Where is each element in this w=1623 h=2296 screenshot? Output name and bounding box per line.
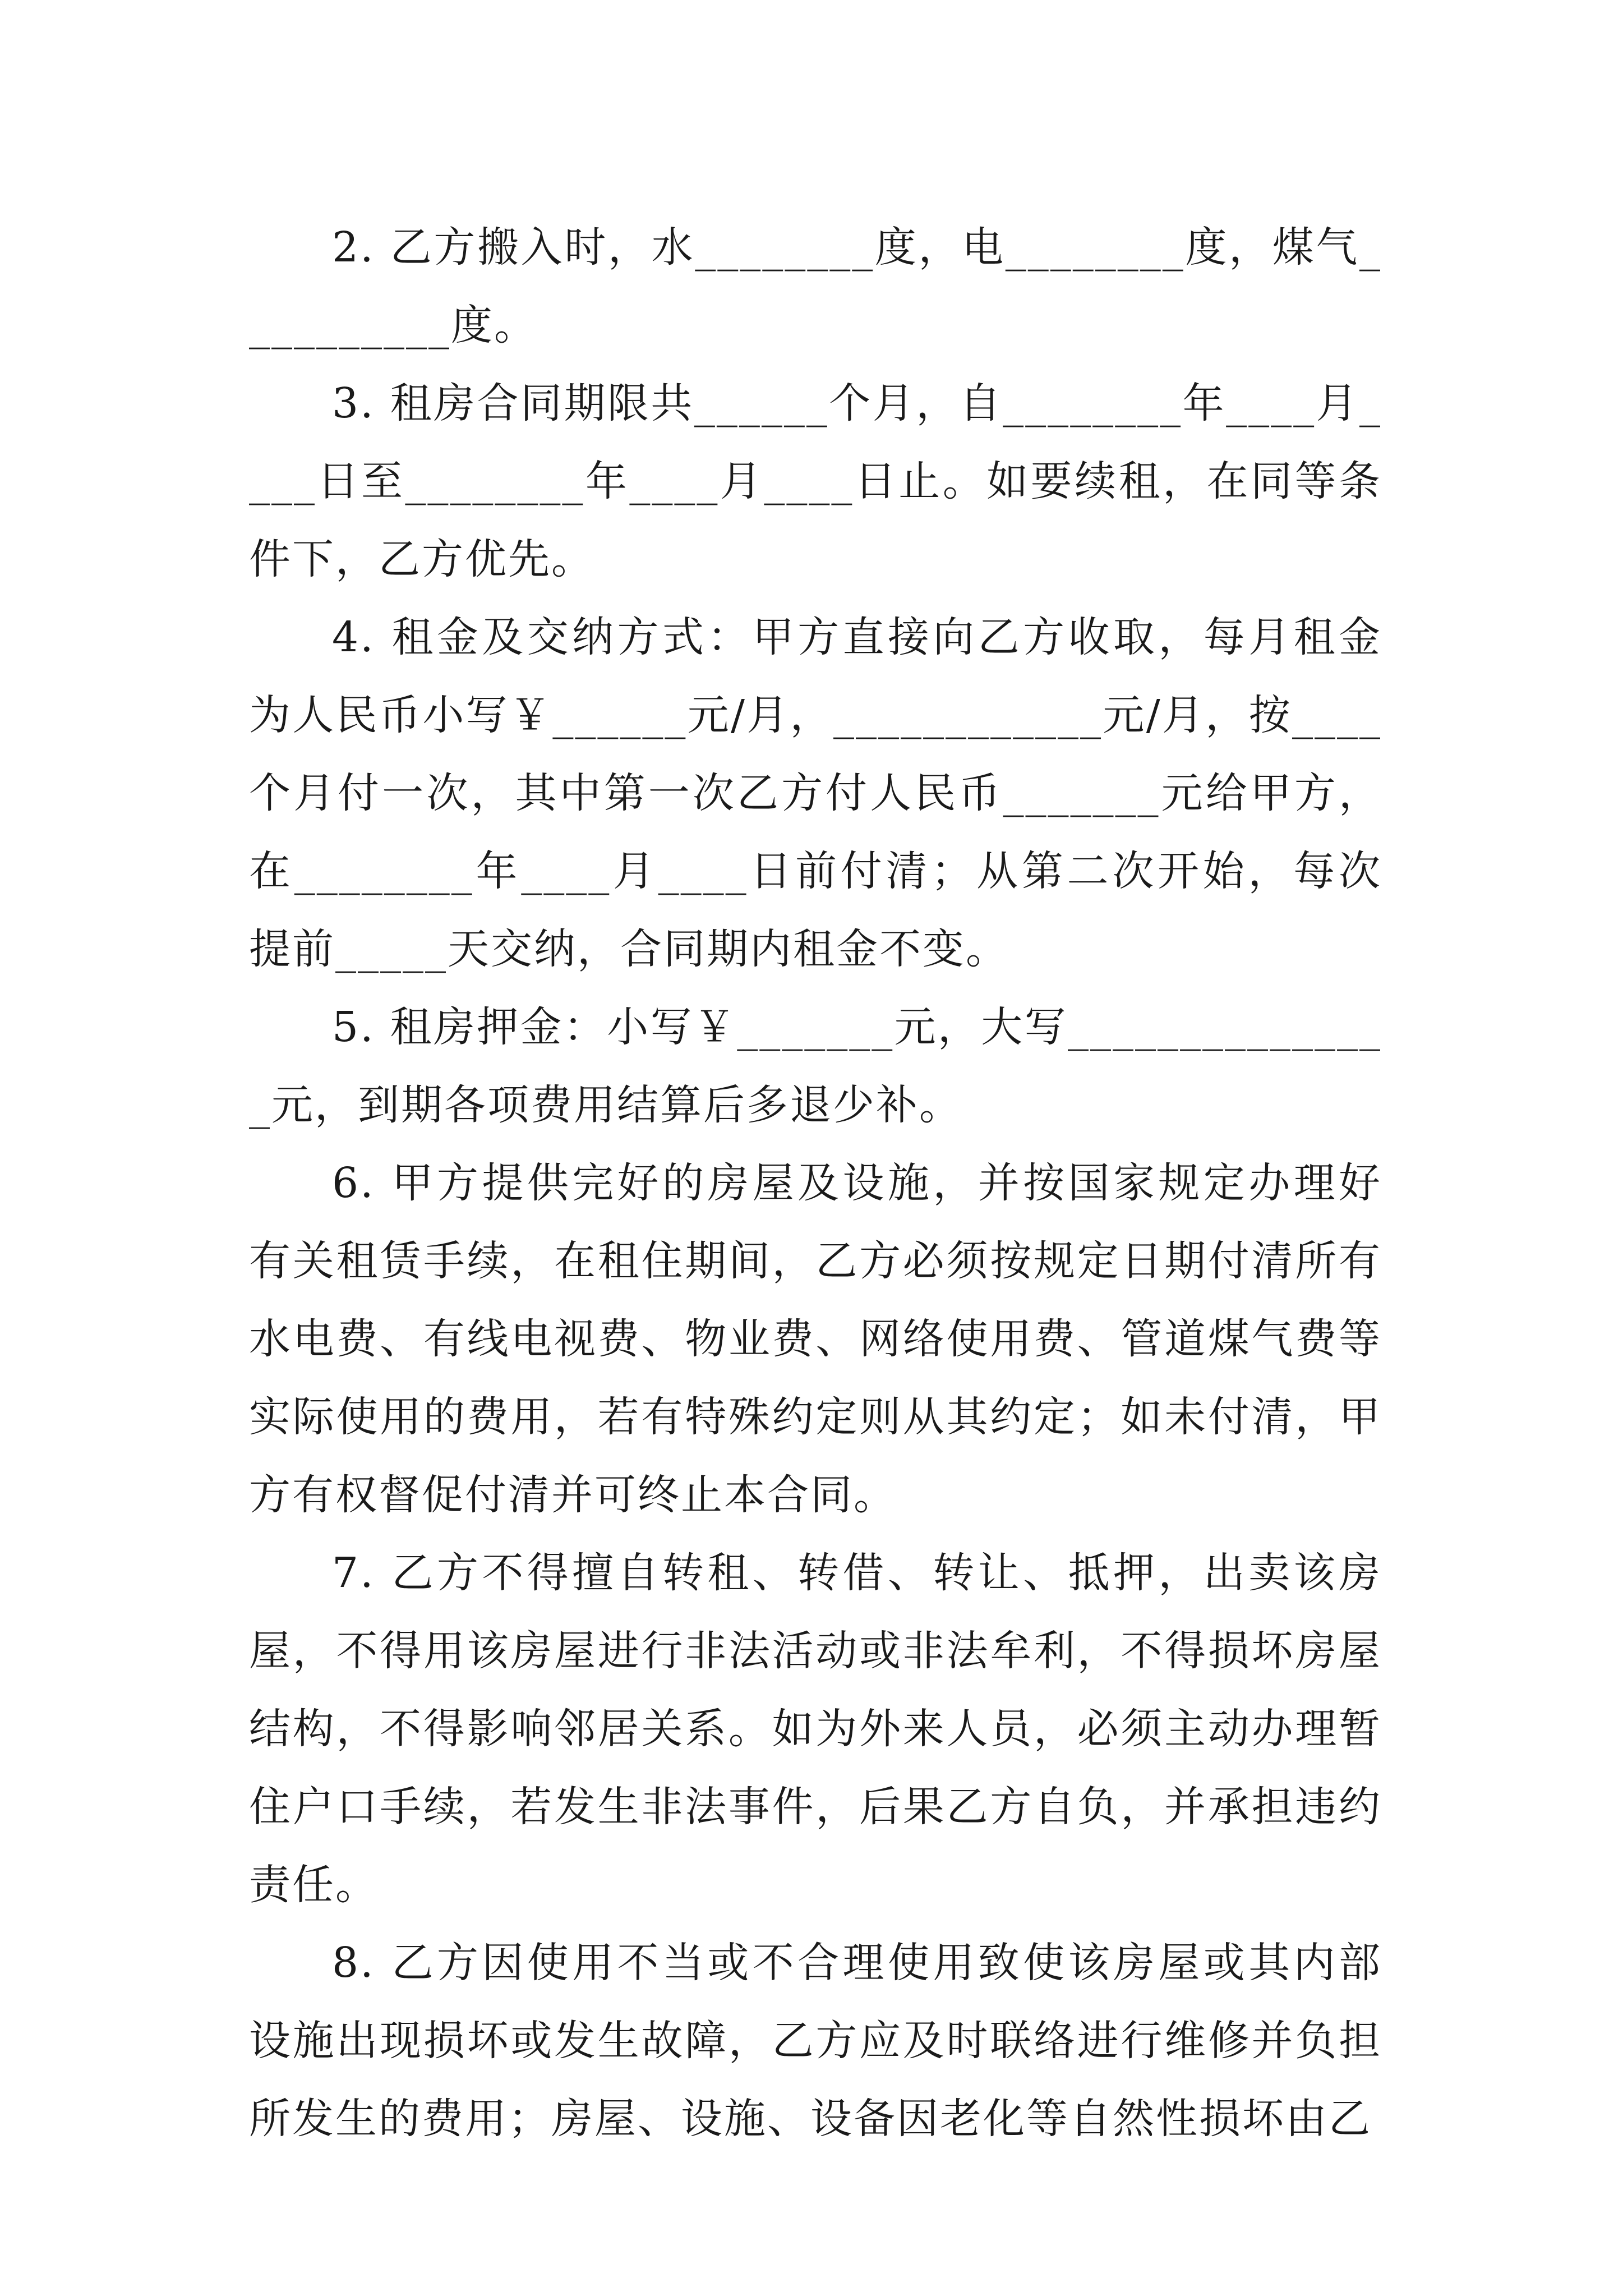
clause-8-repairs: 8. 乙方因使用不当或不合理使用致使该房屋或其内部设施出现损坏或发生故障，乙方应及时联络进行维修并负担所发生的费用；房屋、设施、设备因老化等自然性损坏由乙 — [249, 1939, 1382, 2143]
clause-4-rent: 4. 租金及交纳方式：甲方直接向乙方收取，每月租金为人民币小写￥______元/月，____________元/月，按____个月付一次，其中第一次乙方付人民币_______元给甲方，在________年____月____日前付清；从第二次开始，每次提前_____天交纳，合同期内租金不变。 — [249, 613, 1382, 973]
clause-6-landlord-duties: 6. 甲方提供完好的房屋及设施，并按国家规定办理好有关租赁手续，在租住期间，乙方必须按规定日期付清所有水电费、有线电视费、物业费、网络使用费、管道煤气费等实际使用的费用，若有特殊约定则从其约定；如未付清，甲方有权督促付清并可终止本合同。 — [249, 1159, 1382, 1519]
clause-7-tenant-restrictions: 7. 乙方不得擅自转租、转借、转让、抵押，出卖该房屋，不得用该房屋进行非法活动或非法牟利，不得损坏房屋结构，不得影响邻居关系。如为外来人员，必须主动办理暂住户口手续，若发生非法事件，后果乙方自负，并承担违约责任。 — [249, 1549, 1382, 1909]
contract-body — [249, 209, 1382, 2158]
clause-5-deposit: 5. 租房押金：小写￥_______元，大写_______________元，到期各项费用结算后多退少补。 — [249, 1003, 1382, 1129]
clause-3-term: 3. 租房合同期限共______个月，自________年____月____日至________年____月____日止。如要续租，在同等条件下，乙方优先。 — [249, 379, 1382, 583]
clause-2-utilities: 2. 乙方搬入时，水________度，电________度，煤气__________度。 — [249, 223, 1382, 349]
